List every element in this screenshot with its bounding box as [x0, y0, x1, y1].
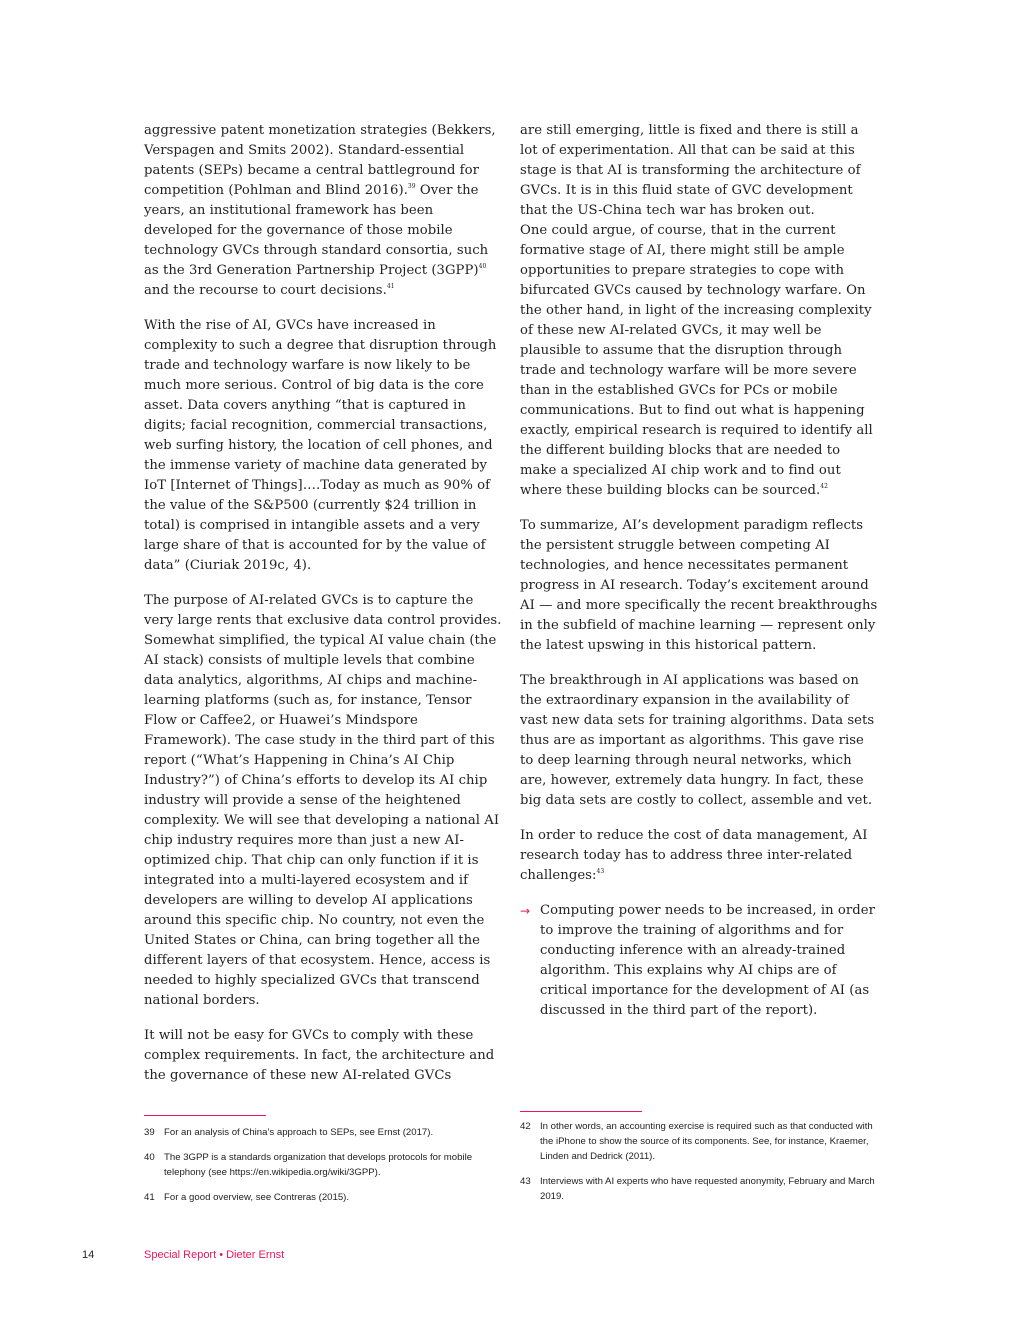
right-paragraph-5: [520, 826, 880, 886]
footnote-text: In other words, an accounting exercise is required such as that conducted with the iPhone to show the source of its components. See, for instance, Kraemer, Linden and Dedrick (2011).: [540, 1121, 873, 1162]
footnote-number: 43: [520, 1176, 531, 1187]
text-run: aggressive patent monetization strategies (Bekkers, Verspagen and Smits 2002). Standard-essential patents (SEPs) became a central battleground for competition (Pohlman and Blind 2016).: [144, 123, 496, 198]
bullet-text: Computing power needs to be increased, in order to improve the training of algorithms and for conducting inference with an already-trained algorithm. This explains why AI chips are of critical importance for the development of AI (as discussed in the third part of the report).: [540, 903, 875, 1018]
footnote-number: 40: [144, 1152, 155, 1163]
footnote-number: 39: [144, 1127, 155, 1138]
footnote-ref-40[interactable]: 40: [478, 263, 487, 270]
footnote-40: [144, 1150, 500, 1180]
text-run: and the recourse to court decisions.: [144, 283, 387, 298]
footnote-divider-left: [144, 1115, 266, 1116]
footnotes-right: [520, 1119, 876, 1214]
footnote-42: [520, 1119, 876, 1164]
footnote-ref-42[interactable]: 42: [820, 483, 828, 490]
footnote-41: [144, 1190, 500, 1205]
right-paragraph-1: are still emerging, little is fixed and there is still a lot of experimentation. All that can be said at this stage is that AI is transforming the architecture of GVCs. It is in this fluid state of GVC development that the US-China tech war has broken out.: [520, 123, 861, 218]
page-number: 14: [82, 1249, 95, 1261]
footnote-43: [520, 1174, 876, 1204]
footnotes-left: [144, 1125, 500, 1215]
left-paragraph-2: With the rise of AI, GVCs have increased in complexity to such a degree that disruption through trade and technology warfare is now likely to be much more serious. Control of big data is the core asset. Data covers anything “that is captured in digits; facial recognition, commercial transactions, web surfing history, the location of cell phones, and the immense variety of machine data generated by IoT [Internet of Things]….Today as much as 90% of the value of the S&P500 (currently $24 trillion in total) is comprised in intangible assets and a very large share of that is accounted for by the value of data” (Ciuriak 2019c, 4).: [144, 318, 497, 573]
arrow-right-icon: →: [520, 904, 531, 918]
footnote-ref-43[interactable]: 43: [596, 868, 605, 875]
footnote-divider-right: [520, 1111, 642, 1112]
text-run: Over the years, an institutional framework has been developed for the governance of those mobile technology GVCs through standard consortia, such as the 3rd Generation Partnership Project (3GPP): [144, 183, 489, 278]
footnote-39: [144, 1125, 500, 1140]
left-paragraph-3: The purpose of AI-related GVCs is to capture the very large rents that exclusive data control provides. Somewhat simplified, the typical AI value chain (the AI stack) consists of multiple levels that combine data analytics, algorithms, AI chips and machine-learning platforms (such as, for instance, Tensor Flow or Caffee2, or Huawei’s Mindspore Framework). The case study in the third part of this report (“What’s Happening in China’s AI Chip Industry?”) of China’s efforts to develop its AI chip industry will provide a sense of the heightened complexity. We will see that developing a national AI chip industry requires more than just a new AI-optimized chip. That chip can only function if it is integrated into a multi-layered ecosystem and if developers are willing to develop AI applications around this specific chip. No country, not even the United States or China, can bring together all the different layers of that ecosystem. Hence, access is needed to highly specialized GVCs that transcend national borders.: [144, 593, 502, 1008]
right-paragraph-2: [520, 221, 880, 501]
left-paragraph-4: It will not be easy for GVCs to comply with these complex requirements. In fact, the architecture and the governance of these new AI-related GVCs: [144, 1028, 495, 1083]
footnote-text: Interviews with AI experts who have requested anonymity, February and March 2019.: [540, 1176, 875, 1202]
left-column: [144, 121, 504, 1086]
footnote-text: The 3GPP is a standards organization that develops protocols for mobile telephony (see https://en.wikipedia.org/wiki/3GPP).: [164, 1152, 473, 1178]
footnote-number: 41: [144, 1192, 155, 1203]
running-title: Special Report • Dieter Ernst: [144, 1249, 285, 1261]
footnote-ref-39[interactable]: 39: [407, 183, 416, 190]
text-run: One could argue, of course, that in the current formative stage of AI, there might still be ample opportunities to prepare strategies to cope with bifurcated GVCs caused by technology warfare. On the other hand, in light of the increasing complexity of these new AI-related GVCs, it may well be plausible to assume that the disruption through trade and technology warfare will be more severe than in the established GVCs for PCs or mobile communications. But to find out what is happening exactly, empirical research is required to identify all the different building blocks that are needed to make a specialized AI chip work and to find out where these building blocks can be sourced.: [520, 223, 873, 498]
right-column: [520, 121, 880, 1021]
right-paragraph-3: To summarize, AI’s development paradigm reflects the persistent struggle between competing AI technologies, and hence necessitates permanent progress in AI research. Today’s excitement around AI — and more specifically the recent breakthroughs in the subfield of machine learning — represent only the latest upswing in this historical pattern.: [520, 518, 878, 653]
footnote-text: For an analysis of China’s approach to SEPs, see Ernst (2017).: [164, 1127, 434, 1138]
left-paragraph-1: [144, 121, 504, 301]
footnote-text: For a good overview, see Contreras (2015).: [164, 1192, 350, 1203]
bullet-item-computing-power: [520, 901, 880, 1021]
footnote-ref-41[interactable]: 41: [386, 283, 395, 290]
footnote-number: 42: [520, 1121, 531, 1132]
text-run: In order to reduce the cost of data management, AI research today has to address three inter-related challenges:: [520, 828, 868, 883]
right-paragraph-4: The breakthrough in AI applications was based on the extraordinary expansion in the availability of vast new data sets for training algorithms. Data sets thus are as important as algorithms. This gave rise to deep learning through neural networks, which are, however, extremely data hungry. In fact, these big data sets are costly to collect, assemble and vet.: [520, 673, 875, 808]
